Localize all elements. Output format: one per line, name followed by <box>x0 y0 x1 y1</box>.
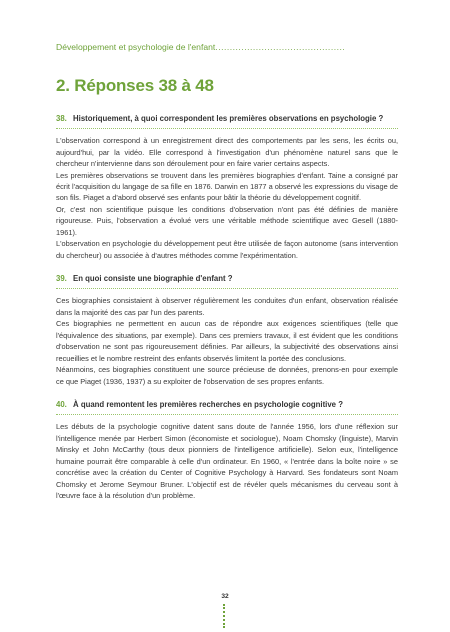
chapter-title: 2. Réponses 38 à 48 <box>56 76 214 95</box>
question-heading <box>56 274 398 289</box>
answer-paragraph: Les débuts de la psychologie cognitive datent sans doute de l'année 1956, lors d'une réflexion sur l'intelligence menée par Herbert Simon (économiste et sociologue), Noam Chomsky (linguiste), Marvin Minsky et John McCarthy (tous deux pionniers de l'intelligence artificielle). Selon eux, l'intelligence humaine pourrait être comparable à celle d'un ordinateur. En 1960, « l'entrée dans la boîte noire » se concrétise avec la création du Center of Cognitive Psychology à Harvard. Ses fondateurs sont Noam Chomsky et Jerome Seymour Bruner. L'objectif est de révéler quels mécanismes du cerveau sont à l'œuvre face à la résolution d'un problème. <box>56 422 398 501</box>
answer-body <box>56 135 398 261</box>
footer-dotted-rule <box>223 604 227 628</box>
answer-paragraph: L'observation correspond à un enregistrement direct des comportements par les sens, les écrits ou, aujourd'hui, par la vidéo. Elle correspond à l'investigation d'un phénomène naturel sans que le chercheur n'intervienne dans son déroulement pour en faire varier certains aspects. <box>56 136 398 169</box>
answer-body <box>56 295 398 387</box>
answer-paragraph: Or, c'est non scientifique puisque les conditions d'observation n'ont pas été définies de manière rigoureuse. Puis, l'observation a évolué vers une véritable méthode scientifique avec Gesell (1880-1961). <box>56 204 398 237</box>
content-area <box>56 114 398 515</box>
page-number: 32 <box>221 593 229 600</box>
running-header-dots: ............................................. <box>215 42 346 52</box>
qa-block-38 <box>56 114 398 261</box>
answer-body <box>56 421 398 501</box>
question-text: Historiquement, à quoi correspondent les premières observations en psychologie ? <box>73 114 384 123</box>
running-header <box>56 42 406 52</box>
question-text: À quand remontent les premières recherches en psychologie cognitive ? <box>73 400 343 410</box>
qa-block-40 <box>56 400 398 501</box>
question-heading <box>56 400 398 415</box>
answer-paragraph: Les premières observations se trouvent dans les premières biographies d'enfant. Taine a consigné par écrit l'acquisition du langage de sa fille en 1876. Darwin en 1877 a observé les expressions du visage de son fils. Piaget a d'abord observé ses enfants pour bâtir la théorie du développement cognitif. <box>56 170 399 203</box>
answer-paragraph: L'observation en psychologie du développement peut être utilisée de façon autonome (sans intervention du chercheur) ou associée à d'autres méthodes comme l'expérimentation. <box>56 239 398 260</box>
qa-block-39 <box>56 274 398 387</box>
question-heading <box>56 114 398 129</box>
question-number: 39. <box>56 274 67 284</box>
question-number: 38. <box>56 114 67 123</box>
running-header-title: Développement et psychologie de l'enfant <box>56 42 216 52</box>
question-text: En quoi consiste une biographie d'enfant ? <box>73 274 233 284</box>
answer-paragraph: Ces biographies ne permettent en aucun cas de répondre aux exigences scientifiques (telle que l'équivalence des situations, par exemple). Dans ces premiers travaux, il est évident que les conditions d'observation ne sont pas rigoureusement définies. Par ailleurs, la subjectivité des observations ainsi recueillies et le nombre restreint des enfants observés limitent la portée des conclusions. <box>56 319 398 363</box>
answer-paragraph: Ces biographies consistaient à observer régulièrement les conduites d'un enfant, observation réalisée dans la majorité des cas par l'un des parents. <box>56 296 398 317</box>
answer-paragraph: Néanmoins, ces biographies constituent une source précieuse de données, prenons-en pour exemple ce que Piaget (1936, 1937) a su exploiter de l'observation de ses propres enfants. <box>56 365 398 386</box>
question-number: 40. <box>56 400 67 410</box>
